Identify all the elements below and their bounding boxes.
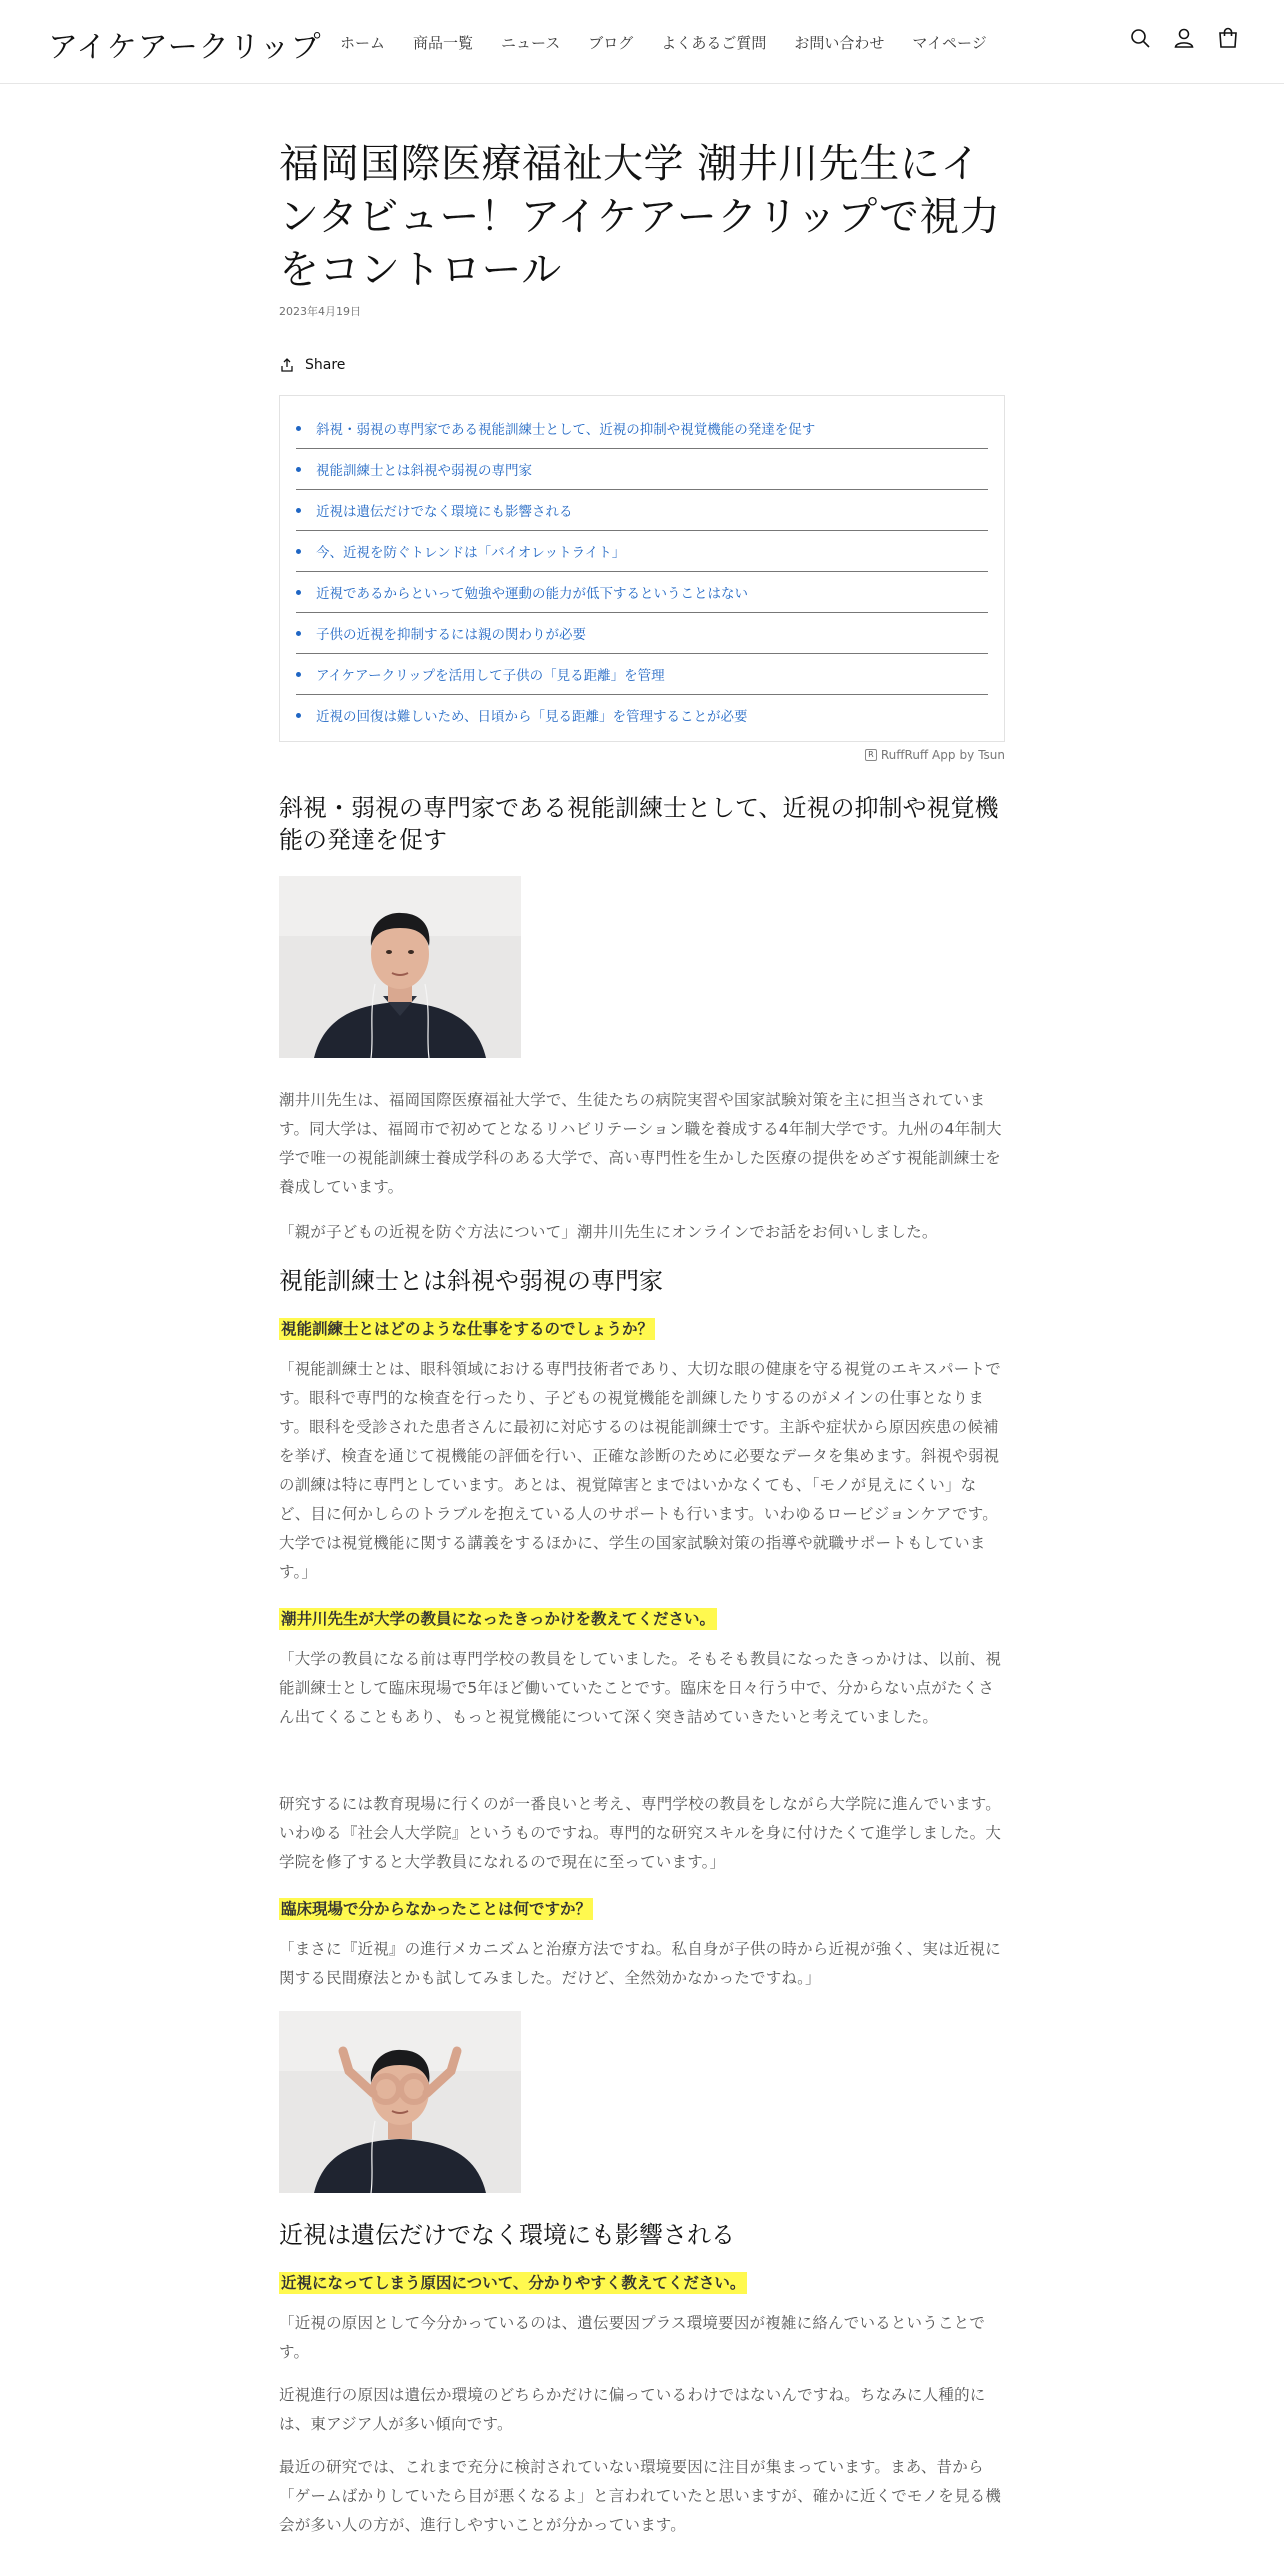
toc-item — [296, 695, 988, 735]
nav-products[interactable]: 商品一覧 — [413, 33, 474, 52]
paragraph: 最近の研究では、これまで充分に検討されていない環境要因に注目が集まっています。まあ、昔から「ゲームばかりしていたら目が悪くなるよ」と言われていたと思いますが、確かに近くでモノを見る機会が多い人の方が、進行しやすいことが分かっています。 — [279, 2458, 1002, 2534]
interview-photo — [279, 876, 521, 1058]
header-actions — [1128, 26, 1240, 50]
paragraph: 「まさに『近視』の進行メカニズムと治療方法ですね。私自身が子供の時から近視が強く、実は近視に関する民間療法とかも試してみました。だけど、全然効かなかったですね。」 — [279, 1940, 1001, 1987]
person-photo-illustration — [279, 876, 521, 1058]
toc-credit — [279, 748, 1005, 762]
main-nav — [340, 0, 987, 84]
toc-item — [296, 531, 988, 572]
interview-question: 視能訓練士とはどのような仕事をするのでしょうか？ — [281, 1320, 654, 1338]
share-button[interactable] — [279, 357, 359, 373]
share-label: Share — [305, 357, 346, 373]
toc-item — [296, 613, 988, 654]
toc-item — [296, 408, 988, 449]
paragraph: 「近視の原因として今分かっているのは、遺伝要因プラス環境要因が複雑に絡んでいるということです。 — [279, 2314, 986, 2361]
interview-question: 潮井川先生が大学の教員になったきっかけを教えてください。 — [281, 1610, 716, 1628]
ruffruff-logo-icon: R — [865, 749, 877, 761]
toc-item — [296, 490, 988, 531]
toc-item — [296, 572, 988, 613]
paragraph: 近視進行の原因は遺伝か環境のどちらかだけに偏っているわけではないんですね。ちなみに人種的には、東アジア人が多い傾向です。 — [279, 2386, 986, 2433]
toc-item — [296, 449, 988, 490]
toc-link[interactable]: 視能訓練士とは斜視や弱視の専門家 — [316, 463, 532, 479]
credit-by: by — [959, 748, 975, 762]
credit-author[interactable]: Tsun — [978, 748, 1005, 762]
question-block — [279, 1605, 1005, 1633]
section-heading: 視能訓練士とは斜視や弱視の専門家 — [279, 1267, 663, 1295]
toc-link[interactable]: 近視は遺伝だけでなく環境にも影響される — [316, 504, 573, 520]
nav-blog[interactable]: ブログ — [588, 33, 634, 52]
interview-question: 近視になってしまう原因について、分かりやすく教えてください。 — [281, 2274, 746, 2292]
paragraph: 「大学の教員になる前は専門学校の教員をしていました。そもそも教員になったきっかけは、以前、視能訓練士として臨床現場で5年ほど働いていたことです。臨床を日々行う中で、分からない点がたくさん出てくることもあり、もっと視覚機能について深く突き詰めていきたいと考えていました。 — [279, 1650, 1002, 1726]
site-header — [0, 0, 1284, 84]
account-icon[interactable] — [1172, 26, 1196, 50]
toc-link[interactable]: アイケアークリップを活用して子供の「見る距離」を管理 — [316, 668, 665, 684]
nav-home[interactable]: ホーム — [340, 33, 386, 52]
article-date: 2023年4月19日 — [279, 305, 361, 318]
section-heading: 近視は遺伝だけでなく環境にも影響される — [279, 2221, 735, 2249]
interview-photo — [279, 2011, 521, 2193]
person-glasses-gesture-illustration — [279, 2011, 521, 2193]
share-icon — [279, 357, 295, 373]
toc-link[interactable]: 近視の回復は難しいため、日頃から「見る距離」を管理することが必要 — [316, 709, 748, 725]
cart-icon[interactable] — [1216, 26, 1240, 50]
question-block — [279, 2269, 1005, 2297]
paragraph: 「視能訓練士とは、眼科領域における専門技術者であり、大切な眼の健康を守る視覚のエキスパートです。眼科で専門的な検査を行ったり、子どもの視覚機能を訓練したりするのがメインの仕事となります。眼科を受診された患者さんに最初に対応するのは視能訓練士です。主訴や症状から原因疾患の候補を挙げ、検査を通じて視機能の評価を行い、正確な診断のために必要なデータを集めます。斜視や弱視の訓練は特に専門としています。あとは、視覚障害とまではいかなくても、「モノが見えにくい」など、目に何かしらのトラブルを抱えている人のサポートも行います。いわゆるロービジョンケアです。大学では視覚機能に関する講義をするほかに、学生の国家試験対策の指導や就職サポートもしています。」 — [279, 1360, 1001, 1581]
toc-link[interactable]: 斜視・弱視の専門家である視能訓練士として、近視の抑制や視覚機能の発達を促す — [316, 422, 816, 438]
question-block — [279, 1315, 1005, 1343]
toc-item — [296, 654, 988, 695]
toc-link[interactable]: 今、近視を防ぐトレンドは「バイオレットライト」 — [316, 545, 626, 561]
table-of-contents — [279, 395, 1005, 742]
paragraph: 潮井川先生は、福岡国際医療福祉大学で、生徒たちの病院実習や国家試験対策を主に担当されています。同大学は、福岡市で初めてとなるリハビリテーション職を養成する4年制大学です。九州の4年制大学で唯一の視能訓練士養成学科のある大学で、高い専門性を生かした医療の提供をめざす視能訓練士を養成しています。 — [279, 1091, 1002, 1196]
interview-question: 臨床現場で分からなかったことは何ですか？ — [281, 1900, 592, 1918]
article-title: 福岡国際医療福祉大学 潮井川先生にインタビュー！アイケアークリップで視力をコントロール — [279, 141, 1001, 293]
article — [279, 138, 1005, 2540]
nav-mypage[interactable]: マイページ — [912, 33, 987, 52]
section-heading: 斜視・弱視の専門家である視能訓練士として、近視の抑制や視覚機能の発達を促す — [279, 794, 999, 854]
credit-app[interactable]: RuffRuff App — [880, 748, 956, 762]
toc-link[interactable]: 子供の近視を抑制するには親の関わりが必要 — [316, 627, 586, 643]
toc-link[interactable]: 近視であるからといって勉強や運動の能力が低下するということはない — [316, 586, 748, 602]
paragraph: 「親が子どもの近視を防ぐ方法について」潮井川先生にオンラインでお話をお伺いしました。 — [279, 1223, 938, 1241]
nav-faq[interactable]: よくあるご質問 — [661, 33, 767, 52]
question-block — [279, 1895, 1005, 1923]
site-logo[interactable]: アイケアークリップ — [48, 30, 322, 65]
paragraph: 研究するには教育現場に行くのが一番良いと考え、専門学校の教員をしながら大学院に進んでいます。いわゆる『社会人大学院』というものですね。専門的な研究スキルを身に付けたくて進学しました。大学院を修了すると大学教員になれるので現在に至っています。」 — [279, 1795, 1002, 1871]
nav-contact[interactable]: お問い合わせ — [794, 33, 885, 52]
search-icon[interactable] — [1128, 26, 1152, 50]
nav-news[interactable]: ニュース — [501, 33, 561, 52]
